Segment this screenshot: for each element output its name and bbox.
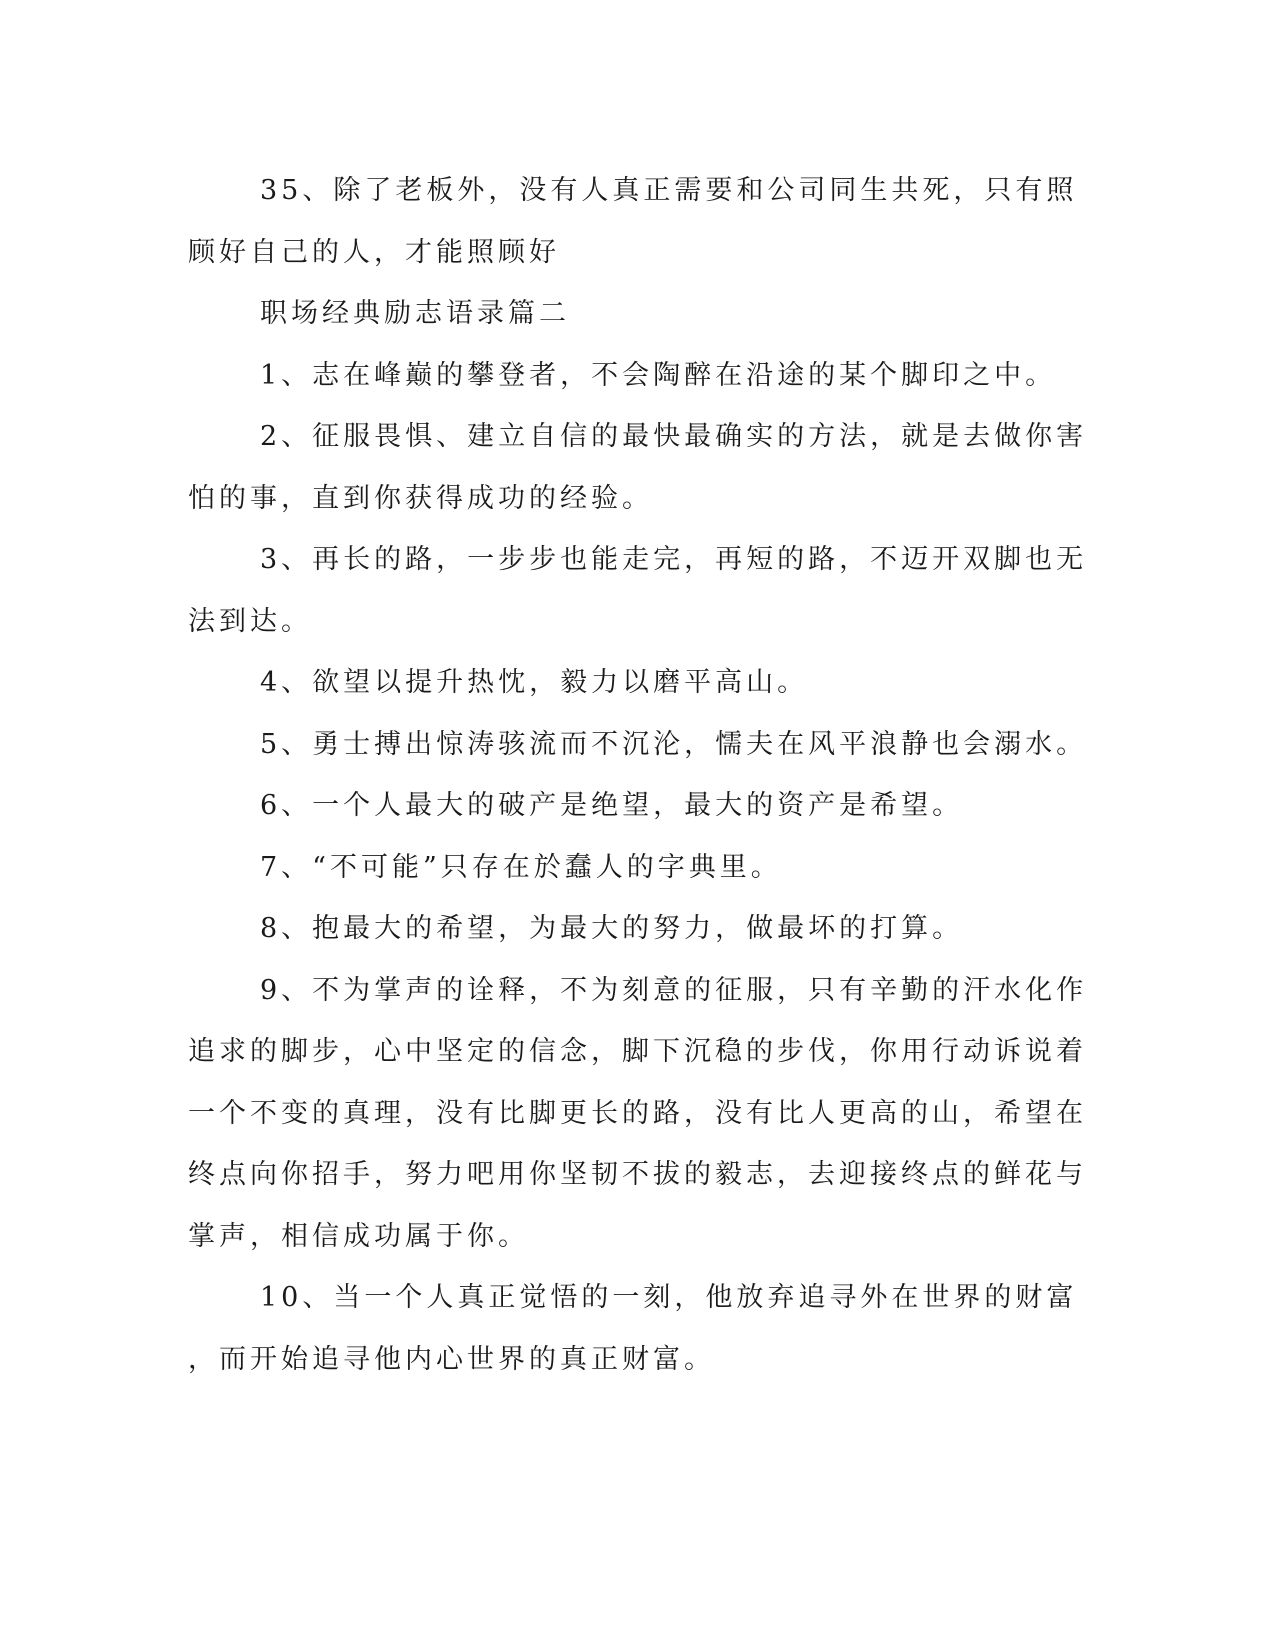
paragraph-3: 3、再长的路，一步步也能走完，再短的路，不迈开双脚也无法到达。 <box>188 544 1088 637</box>
paragraph-35: 35、除了老板外，没有人真正需要和公司同生共死，只有照顾好自己的人，才能照顾好 <box>188 175 1078 268</box>
paragraph-7: 7、“不可能”只存在於蠢人的字典里。 <box>260 851 782 883</box>
paragraph-5: 5、勇士搏出惊涛骇流而不沉沦，懦夫在风平浪静也会溺水。 <box>260 728 1088 760</box>
paragraph-2: 2、征服畏惧、建立自信的最快最确实的方法，就是去做你害怕的事，直到你获得成功的经验。 <box>188 421 1088 514</box>
paragraph-10: 10、当一个人真正觉悟的一刻，他放弃追寻外在世界的财富，而开始追寻他内心世界的真正财富。 <box>188 1282 1078 1375</box>
section-heading: 职场经典励志语录篇二 <box>260 298 570 329</box>
paragraph-8: 8、抱最大的希望，为最大的努力，做最坏的打算。 <box>260 913 964 944</box>
paragraph-6: 6、一个人最大的破产是绝望，最大的资产是希望。 <box>260 790 964 821</box>
paragraph-9: 9、不为掌声的诠释，不为刻意的征服，只有辛勤的汗水化作追求的脚步，心中坚定的信念，脚下沉稳的步伐，你用行动诉说着一个不变的真理，没有比脚更长的路，没有比人更高的山，希望在终点向你招手，努力吧用你坚韧不拔的毅志，去迎接终点的鲜花与掌声，相信成功属于你。 <box>188 974 1088 1252</box>
paragraph-4: 4、欲望以提升热忱，毅力以磨平高山。 <box>260 667 809 698</box>
paragraph-1: 1、志在峰巅的攀登者，不会陶醉在沿途的某个脚印之中。 <box>260 359 1057 391</box>
document-body <box>188 160 1088 1390</box>
